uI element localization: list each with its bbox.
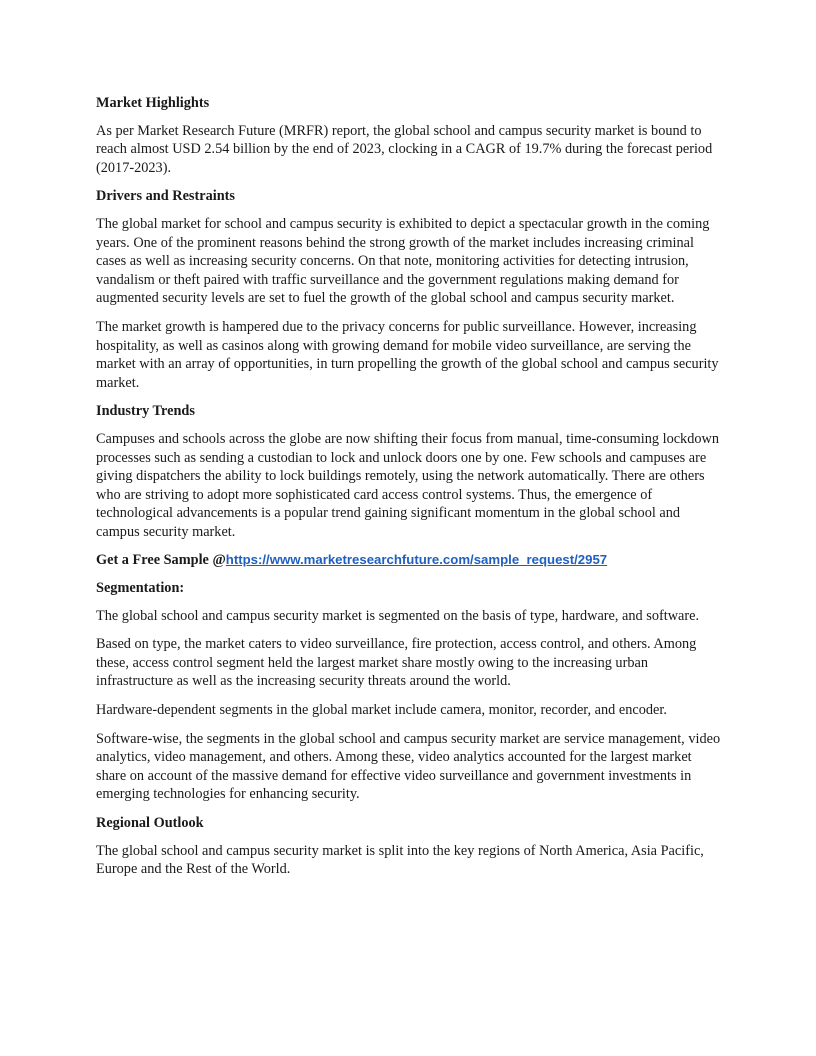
free-sample-line (96, 551, 722, 570)
paragraph-regional-outlook-1: The global school and campus security market is split into the key regions of North America, Asia Pacific, Europe and the Rest of the World. (96, 842, 704, 878)
heading-drivers-restraints: Drivers and Restraints (96, 188, 235, 205)
paragraph-market-highlights-1: As per Market Research Future (MRFR) report, the global school and campus security market is bound to reach almost USD 2.54 billion by the end of 2023, clocking in a CAGR of 19.7% during the forecast period (2017-2023). (96, 122, 713, 176)
paragraph-segmentation-1: The global school and campus security market is segmented on the basis of type, hardware, and software. (96, 607, 700, 624)
paragraph-segmentation-2: Based on type, the market caters to video surveillance, fire protection, access control, and others. Among these, access control segment held the largest market share mostly owing to the increasing urban infrastructure as well as the increasing security threats around the world. (96, 636, 697, 690)
paragraph-drivers-restraints-2: The market growth is hampered due to the privacy concerns for public surveillance. However, increasing hospitality, as well as casinos along with growing demand for mobile video surveillance, are serving the market with an array of opportunities, in turn propelling the growth of the global school and campus security market. (96, 318, 719, 391)
document-page (96, 94, 722, 889)
heading-industry-trends: Industry Trends (96, 403, 195, 420)
paragraph-segmentation-4: Software-wise, the segments in the global school and campus security market are service management, video analytics, video management, and others. Among these, video analytics accounted for the largest market share on account of the massive demand for effective video surveillance and government investments in emerging technologies for enhancing security. (96, 730, 721, 803)
paragraph-drivers-restraints-1: The global market for school and campus security is exhibited to depict a spectacular growth in the coming years. One of the prominent reasons behind the strong growth of the market includes increasing criminal cases as well as increasing security concerns. On that note, monitoring activities for detecting intrusion, vandalism or theft paired with traffic surveillance and the government regulations making demand for augmented security levels are set to fuel the growth of the global school and campus security market. (96, 215, 710, 307)
free-sample-link[interactable]: https://www.marketresearchfuture.com/sample_request/2957 (225, 552, 608, 568)
free-sample-label: Get a Free Sample @ (96, 552, 226, 569)
heading-regional-outlook: Regional Outlook (96, 815, 204, 831)
paragraph-segmentation-3: Hardware-dependent segments in the global market include camera, monitor, recorder, and encoder. (96, 702, 667, 719)
heading-market-highlights: Market Highlights (96, 95, 210, 111)
paragraph-industry-trends-1: Campuses and schools across the globe are now shifting their focus from manual, time-consuming lockdown processes such as sending a custodian to lock and unlock doors one by one. Few schools and campuses are giving dispatchers the ability to lock buildings remotely, using the network automatically. There are others who are striving to adopt more sophisticated card access control systems. Thus, the emergence of technological advancements is a popular trend gaining significant momentum in the global school and campus security market. (96, 430, 719, 540)
heading-segmentation: Segmentation: (96, 580, 185, 597)
